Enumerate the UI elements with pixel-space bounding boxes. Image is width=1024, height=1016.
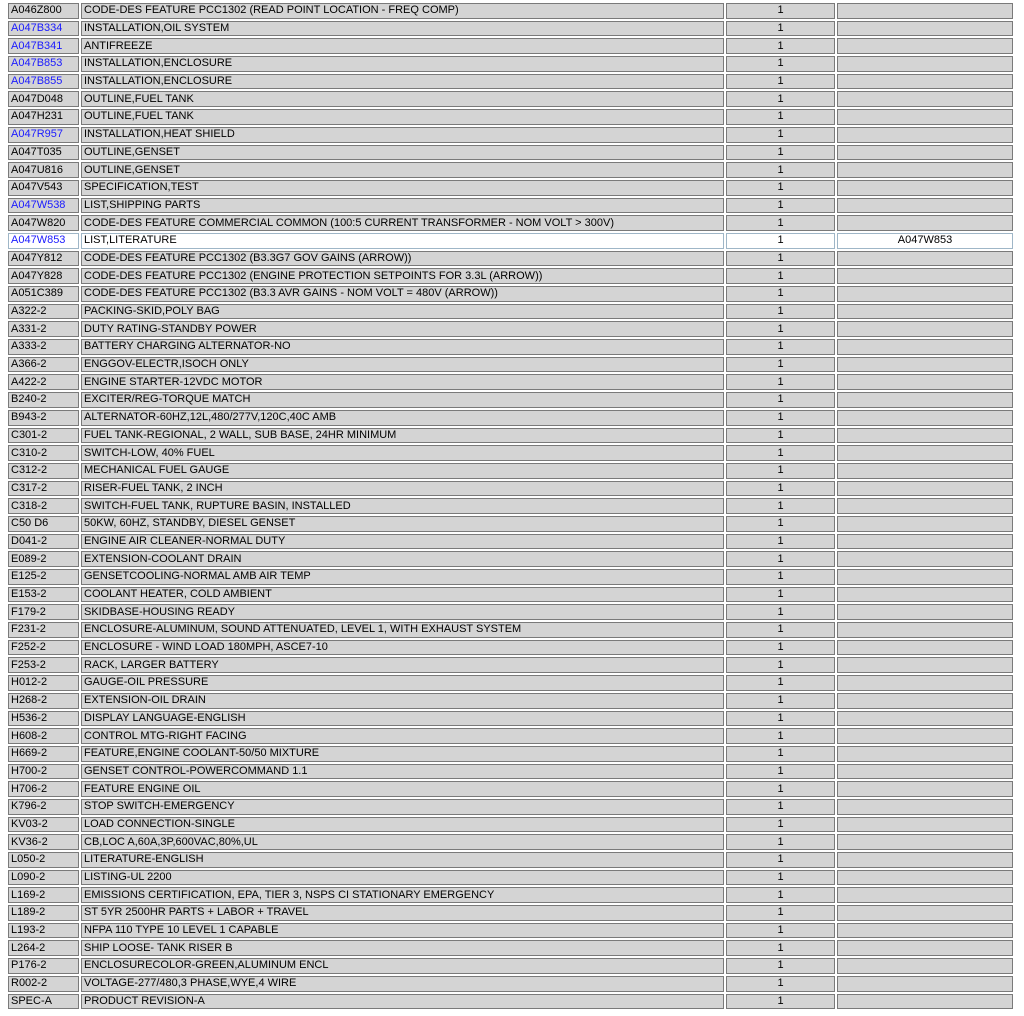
quantity-cell: 1 [726, 693, 835, 709]
description-cell: CODE-DES FEATURE PCC1302 (READ POINT LOCATION - FREQ COMP) [81, 3, 724, 19]
part-number-cell: A422-2 [8, 374, 79, 390]
table-row [8, 21, 1013, 37]
table-row [8, 958, 1013, 974]
table-row [8, 215, 1013, 231]
quantity-cell: 1 [726, 711, 835, 727]
description-cell: ANTIFREEZE [81, 38, 724, 54]
part-number-cell: A047D048 [8, 91, 79, 107]
description-cell: INSTALLATION,ENCLOSURE [81, 74, 724, 90]
part-number-cell: E125-2 [8, 569, 79, 585]
table-row [8, 657, 1013, 673]
reference-cell [837, 711, 1013, 727]
description-cell: ENGINE AIR CLEANER-NORMAL DUTY [81, 534, 724, 550]
part-number-link[interactable]: A047B855 [11, 75, 63, 88]
reference-cell [837, 781, 1013, 797]
table-row [8, 604, 1013, 620]
quantity-cell: 1 [726, 321, 835, 337]
reference-cell [837, 569, 1013, 585]
description-cell: ENCLOSURECOLOR-GREEN,ALUMINUM ENCL [81, 958, 724, 974]
reference-cell [837, 604, 1013, 620]
quantity-cell: 1 [726, 145, 835, 161]
reference-cell [837, 180, 1013, 196]
quantity-cell: 1 [726, 233, 835, 249]
quantity-cell: 1 [726, 3, 835, 19]
table-row [8, 357, 1013, 373]
part-number-cell: L090-2 [8, 870, 79, 886]
reference-cell [837, 215, 1013, 231]
part-number-cell: C312-2 [8, 463, 79, 479]
part-number-cell: A047Y828 [8, 268, 79, 284]
description-cell: SPECIFICATION,TEST [81, 180, 724, 196]
part-number-cell: H536-2 [8, 711, 79, 727]
part-number-cell[interactable] [8, 74, 79, 90]
table-row [8, 551, 1013, 567]
description-cell: EMISSIONS CERTIFICATION, EPA, TIER 3, NSPS CI STATIONARY EMERGENCY [81, 887, 724, 903]
part-number-cell: E089-2 [8, 551, 79, 567]
reference-cell [837, 268, 1013, 284]
quantity-cell: 1 [726, 38, 835, 54]
reference-cell [837, 852, 1013, 868]
quantity-cell: 1 [726, 339, 835, 355]
part-number-cell: A051C389 [8, 286, 79, 302]
quantity-cell: 1 [726, 56, 835, 72]
table-row [8, 834, 1013, 850]
reference-cell [837, 622, 1013, 638]
reference-cell [837, 693, 1013, 709]
quantity-cell: 1 [726, 304, 835, 320]
description-cell: CODE-DES FEATURE PCC1302 (B3.3 AVR GAINS - NOM VOLT = 480V (ARROW)) [81, 286, 724, 302]
table-row [8, 428, 1013, 444]
part-number-link[interactable]: A047B341 [11, 39, 63, 52]
table-row [8, 852, 1013, 868]
table-row [8, 940, 1013, 956]
table-row [8, 321, 1013, 337]
part-number-cell: C50 D6 [8, 516, 79, 532]
parts-table [6, 1, 1015, 1011]
quantity-cell: 1 [726, 870, 835, 886]
description-cell: STOP SWITCH-EMERGENCY [81, 799, 724, 815]
part-number-cell: H706-2 [8, 781, 79, 797]
table-row [8, 251, 1013, 267]
reference-cell [837, 91, 1013, 107]
description-cell: EXCITER/REG-TORQUE MATCH [81, 392, 724, 408]
description-cell: MECHANICAL FUEL GAUGE [81, 463, 724, 479]
table-row [8, 198, 1013, 214]
table-row [8, 180, 1013, 196]
reference-cell [837, 321, 1013, 337]
table-row [8, 711, 1013, 727]
table-row [8, 587, 1013, 603]
part-number-cell: F231-2 [8, 622, 79, 638]
table-row [8, 746, 1013, 762]
quantity-cell: 1 [726, 162, 835, 178]
part-number-cell[interactable] [8, 127, 79, 143]
quantity-cell: 1 [726, 675, 835, 691]
table-row [8, 233, 1013, 249]
part-number-cell[interactable] [8, 21, 79, 37]
part-number-link[interactable]: A047B334 [11, 22, 63, 35]
table-row [8, 905, 1013, 921]
part-number-cell: SPEC-A [8, 994, 79, 1010]
reference-cell [837, 834, 1013, 850]
description-cell: OUTLINE,FUEL TANK [81, 109, 724, 125]
table-row [8, 392, 1013, 408]
quantity-cell: 1 [726, 587, 835, 603]
description-cell: GENSET CONTROL-POWERCOMMAND 1.1 [81, 764, 724, 780]
part-number-cell: H700-2 [8, 764, 79, 780]
part-number-cell: KV36-2 [8, 834, 79, 850]
quantity-cell: 1 [726, 127, 835, 143]
reference-cell [837, 817, 1013, 833]
quantity-cell: 1 [726, 498, 835, 514]
part-number-cell: A047H231 [8, 109, 79, 125]
quantity-cell: 1 [726, 994, 835, 1010]
part-number-cell: R002-2 [8, 976, 79, 992]
table-row [8, 339, 1013, 355]
part-number-cell: A047W820 [8, 215, 79, 231]
description-cell: SWITCH-FUEL TANK, RUPTURE BASIN, INSTALLED [81, 498, 724, 514]
table-row [8, 870, 1013, 886]
description-cell: CB,LOC A,60A,3P,600VAC,80%,UL [81, 834, 724, 850]
quantity-cell: 1 [726, 817, 835, 833]
table-row [8, 286, 1013, 302]
description-cell: PACKING-SKID,POLY BAG [81, 304, 724, 320]
reference-cell [837, 56, 1013, 72]
description-cell: SKIDBASE-HOUSING READY [81, 604, 724, 620]
part-number-cell: H268-2 [8, 693, 79, 709]
part-number-cell: A047V543 [8, 180, 79, 196]
reference-cell [837, 198, 1013, 214]
part-number-cell: L050-2 [8, 852, 79, 868]
part-number-cell: A047T035 [8, 145, 79, 161]
description-cell: BATTERY CHARGING ALTERNATOR-NO [81, 339, 724, 355]
reference-cell [837, 127, 1013, 143]
part-number-cell: B943-2 [8, 410, 79, 426]
table-row [8, 56, 1013, 72]
description-cell: EXTENSION-OIL DRAIN [81, 693, 724, 709]
quantity-cell: 1 [726, 905, 835, 921]
reference-cell [837, 109, 1013, 125]
reference-cell [837, 498, 1013, 514]
quantity-cell: 1 [726, 604, 835, 620]
reference-cell [837, 534, 1013, 550]
quantity-cell: 1 [726, 428, 835, 444]
reference-cell [837, 940, 1013, 956]
table-row [8, 640, 1013, 656]
part-number-cell: KV03-2 [8, 817, 79, 833]
description-cell: VOLTAGE-277/480,3 PHASE,WYE,4 WIRE [81, 976, 724, 992]
part-number-cell: C318-2 [8, 498, 79, 514]
quantity-cell: 1 [726, 551, 835, 567]
part-number-cell: L169-2 [8, 887, 79, 903]
table-row [8, 887, 1013, 903]
table-row [8, 675, 1013, 691]
table-row [8, 976, 1013, 992]
quantity-cell: 1 [726, 781, 835, 797]
quantity-cell: 1 [726, 976, 835, 992]
part-number-cell: L264-2 [8, 940, 79, 956]
quantity-cell: 1 [726, 357, 835, 373]
quantity-cell: 1 [726, 887, 835, 903]
description-cell: ENGGOV-ELECTR,ISOCH ONLY [81, 357, 724, 373]
reference-cell [837, 994, 1013, 1010]
part-number-cell: A047Y812 [8, 251, 79, 267]
reference-cell [837, 551, 1013, 567]
description-cell: FUEL TANK-REGIONAL, 2 WALL, SUB BASE, 24HR MINIMUM [81, 428, 724, 444]
description-cell: ST 5YR 2500HR PARTS + LABOR + TRAVEL [81, 905, 724, 921]
description-cell: ALTERNATOR-60HZ,12L,480/277V,120C,40C AMB [81, 410, 724, 426]
description-cell: COOLANT HEATER, COLD AMBIENT [81, 587, 724, 603]
description-cell: CODE-DES FEATURE PCC1302 (B3.3G7 GOV GAINS (ARROW)) [81, 251, 724, 267]
quantity-cell: 1 [726, 268, 835, 284]
quantity-cell: 1 [726, 923, 835, 939]
quantity-cell: 1 [726, 657, 835, 673]
reference-cell [837, 145, 1013, 161]
table-row [8, 38, 1013, 54]
quantity-cell: 1 [726, 180, 835, 196]
reference-cell [837, 923, 1013, 939]
part-number-cell: H012-2 [8, 675, 79, 691]
table-row [8, 728, 1013, 744]
quantity-cell: 1 [726, 746, 835, 762]
reference-cell [837, 976, 1013, 992]
quantity-cell: 1 [726, 940, 835, 956]
table-row [8, 923, 1013, 939]
reference-cell [837, 463, 1013, 479]
quantity-cell: 1 [726, 198, 835, 214]
reference-cell [837, 870, 1013, 886]
description-cell: GAUGE-OIL PRESSURE [81, 675, 724, 691]
description-cell: OUTLINE,GENSET [81, 162, 724, 178]
part-number-cell: F253-2 [8, 657, 79, 673]
table-row [8, 374, 1013, 390]
reference-cell [837, 657, 1013, 673]
description-cell: FEATURE ENGINE OIL [81, 781, 724, 797]
table-row [8, 534, 1013, 550]
part-number-cell: F179-2 [8, 604, 79, 620]
part-number-link[interactable]: A047W538 [11, 198, 66, 211]
table-row [8, 622, 1013, 638]
description-cell: RISER-FUEL TANK, 2 INCH [81, 481, 724, 497]
quantity-cell: 1 [726, 410, 835, 426]
part-number-link[interactable]: A047W853 [11, 234, 66, 247]
reference-cell [837, 728, 1013, 744]
table-row [8, 304, 1013, 320]
part-number-link[interactable]: A047R957 [11, 128, 63, 141]
quantity-cell: 1 [726, 374, 835, 390]
part-number-cell: A046Z800 [8, 3, 79, 19]
reference-cell [837, 675, 1013, 691]
description-cell: CODE-DES FEATURE COMMERCIAL COMMON (100:5 CURRENT TRANSFORMER - NOM VOLT > 300V) [81, 215, 724, 231]
table-row [8, 3, 1013, 19]
table-row [8, 162, 1013, 178]
description-cell: RACK, LARGER BATTERY [81, 657, 724, 673]
description-cell: LISTING-UL 2200 [81, 870, 724, 886]
part-number-cell[interactable] [8, 198, 79, 214]
reference-cell [837, 374, 1013, 390]
reference-cell [837, 38, 1013, 54]
reference-cell [837, 21, 1013, 37]
part-number-cell: A331-2 [8, 321, 79, 337]
part-number-cell[interactable] [8, 56, 79, 72]
quantity-cell: 1 [726, 91, 835, 107]
table-row [8, 569, 1013, 585]
part-number-cell[interactable] [8, 233, 79, 249]
reference-cell [837, 339, 1013, 355]
reference-cell [837, 357, 1013, 373]
quantity-cell: 1 [726, 109, 835, 125]
part-number-cell: B240-2 [8, 392, 79, 408]
reference-cell [837, 286, 1013, 302]
table-row [8, 268, 1013, 284]
description-cell: LIST,SHIPPING PARTS [81, 198, 724, 214]
part-number-cell: A047U816 [8, 162, 79, 178]
reference-cell: A047W853 [837, 233, 1013, 249]
description-cell: PRODUCT REVISION-A [81, 994, 724, 1010]
quantity-cell: 1 [726, 534, 835, 550]
quantity-cell: 1 [726, 799, 835, 815]
quantity-cell: 1 [726, 74, 835, 90]
reference-cell [837, 410, 1013, 426]
table-row [8, 410, 1013, 426]
reference-cell [837, 392, 1013, 408]
description-cell: FEATURE,ENGINE COOLANT-50/50 MIXTURE [81, 746, 724, 762]
reference-cell [837, 640, 1013, 656]
quantity-cell: 1 [726, 958, 835, 974]
reference-cell [837, 481, 1013, 497]
description-cell: INSTALLATION,OIL SYSTEM [81, 21, 724, 37]
description-cell: INSTALLATION,ENCLOSURE [81, 56, 724, 72]
part-number-cell: C317-2 [8, 481, 79, 497]
table-row [8, 516, 1013, 532]
table-row [8, 127, 1013, 143]
part-number-cell: E153-2 [8, 587, 79, 603]
reference-cell [837, 304, 1013, 320]
parts-table-body [8, 3, 1013, 1009]
quantity-cell: 1 [726, 834, 835, 850]
quantity-cell: 1 [726, 481, 835, 497]
description-cell: OUTLINE,FUEL TANK [81, 91, 724, 107]
description-cell: LOAD CONNECTION-SINGLE [81, 817, 724, 833]
reference-cell [837, 746, 1013, 762]
description-cell: SHIP LOOSE- TANK RISER B [81, 940, 724, 956]
quantity-cell: 1 [726, 728, 835, 744]
table-row [8, 498, 1013, 514]
part-number-cell: F252-2 [8, 640, 79, 656]
table-row [8, 693, 1013, 709]
table-row [8, 145, 1013, 161]
table-row [8, 74, 1013, 90]
description-cell: OUTLINE,GENSET [81, 145, 724, 161]
reference-cell [837, 162, 1013, 178]
quantity-cell: 1 [726, 569, 835, 585]
description-cell: CODE-DES FEATURE PCC1302 (ENGINE PROTECTION SETPOINTS FOR 3.3L (ARROW)) [81, 268, 724, 284]
quantity-cell: 1 [726, 764, 835, 780]
table-row [8, 764, 1013, 780]
description-cell: NFPA 110 TYPE 10 LEVEL 1 CAPABLE [81, 923, 724, 939]
description-cell: ENCLOSURE-ALUMINUM, SOUND ATTENUATED, LEVEL 1, WITH EXHAUST SYSTEM [81, 622, 724, 638]
reference-cell [837, 764, 1013, 780]
table-row [8, 994, 1013, 1010]
table-row [8, 463, 1013, 479]
table-row [8, 481, 1013, 497]
description-cell: ENCLOSURE - WIND LOAD 180MPH, ASCE7-10 [81, 640, 724, 656]
part-number-cell: A366-2 [8, 357, 79, 373]
description-cell: ENGINE STARTER-12VDC MOTOR [81, 374, 724, 390]
part-number-cell: H669-2 [8, 746, 79, 762]
quantity-cell: 1 [726, 852, 835, 868]
description-cell: DISPLAY LANGUAGE-ENGLISH [81, 711, 724, 727]
reference-cell [837, 516, 1013, 532]
table-row [8, 781, 1013, 797]
part-number-cell: L189-2 [8, 905, 79, 921]
reference-cell [837, 587, 1013, 603]
table-row [8, 445, 1013, 461]
description-cell: LIST,LITERATURE [81, 233, 724, 249]
part-number-cell: P176-2 [8, 958, 79, 974]
description-cell: LITERATURE-ENGLISH [81, 852, 724, 868]
part-number-cell: C301-2 [8, 428, 79, 444]
part-number-cell: D041-2 [8, 534, 79, 550]
quantity-cell: 1 [726, 251, 835, 267]
description-cell: EXTENSION-COOLANT DRAIN [81, 551, 724, 567]
quantity-cell: 1 [726, 392, 835, 408]
part-number-cell: H608-2 [8, 728, 79, 744]
description-cell: CONTROL MTG-RIGHT FACING [81, 728, 724, 744]
part-number-cell: C310-2 [8, 445, 79, 461]
quantity-cell: 1 [726, 21, 835, 37]
part-number-cell: A322-2 [8, 304, 79, 320]
table-row [8, 817, 1013, 833]
quantity-cell: 1 [726, 286, 835, 302]
description-cell: GENSETCOOLING-NORMAL AMB AIR TEMP [81, 569, 724, 585]
part-number-link[interactable]: A047B853 [11, 57, 63, 70]
part-number-cell: L193-2 [8, 923, 79, 939]
quantity-cell: 1 [726, 640, 835, 656]
reference-cell [837, 799, 1013, 815]
description-cell: DUTY RATING-STANDBY POWER [81, 321, 724, 337]
part-number-cell: A333-2 [8, 339, 79, 355]
description-cell: SWITCH-LOW, 40% FUEL [81, 445, 724, 461]
reference-cell [837, 3, 1013, 19]
reference-cell [837, 428, 1013, 444]
quantity-cell: 1 [726, 516, 835, 532]
part-number-cell[interactable] [8, 38, 79, 54]
part-number-cell: K796-2 [8, 799, 79, 815]
quantity-cell: 1 [726, 463, 835, 479]
reference-cell [837, 251, 1013, 267]
reference-cell [837, 74, 1013, 90]
table-row [8, 91, 1013, 107]
quantity-cell: 1 [726, 622, 835, 638]
description-cell: INSTALLATION,HEAT SHIELD [81, 127, 724, 143]
quantity-cell: 1 [726, 445, 835, 461]
reference-cell [837, 887, 1013, 903]
reference-cell [837, 905, 1013, 921]
quantity-cell: 1 [726, 215, 835, 231]
reference-cell [837, 445, 1013, 461]
table-row [8, 109, 1013, 125]
table-row [8, 799, 1013, 815]
reference-cell [837, 958, 1013, 974]
description-cell: 50KW, 60HZ, STANDBY, DIESEL GENSET [81, 516, 724, 532]
